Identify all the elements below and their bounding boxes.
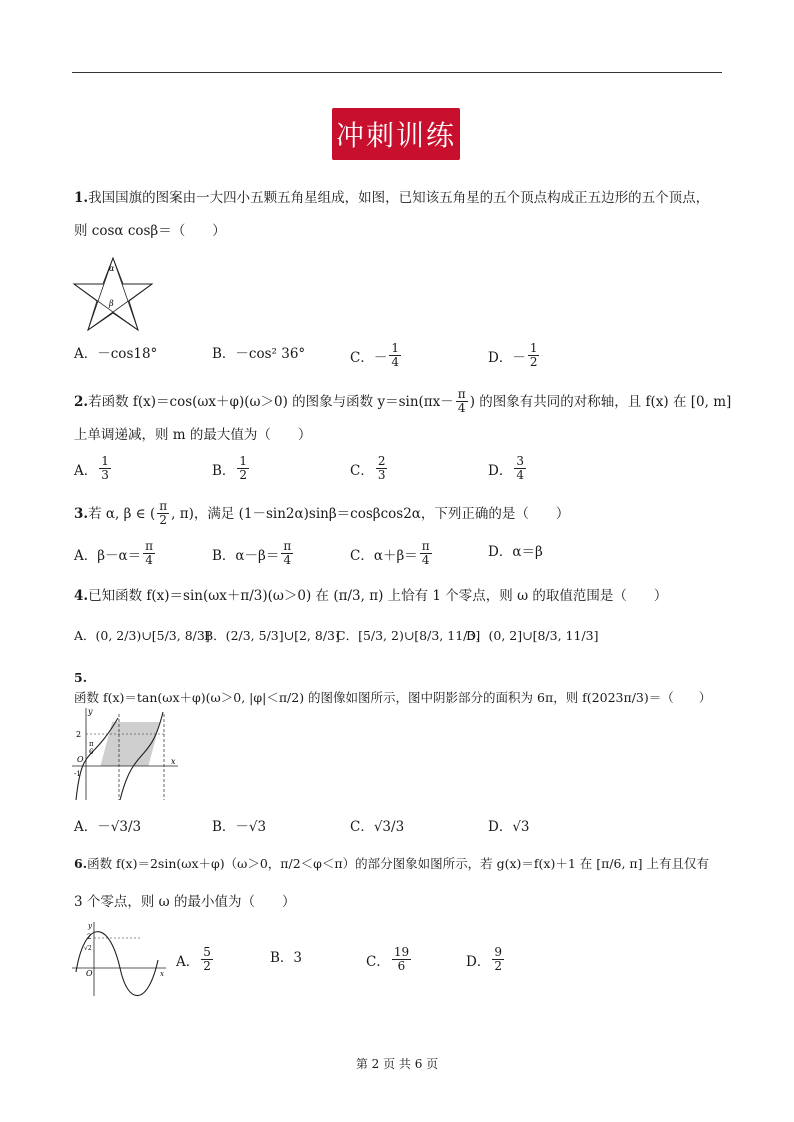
five-point-star-figure	[72, 254, 154, 334]
option-b[interactable]: B．－cos² 36°	[212, 346, 306, 362]
question-2-line2: 上单调递减，则 m 的最大值为（ ）	[74, 427, 312, 443]
option-a[interactable]: A．(0, 2/3)∪[5/3, 8/3]	[74, 628, 210, 643]
option-d[interactable]: D．α＝β	[488, 544, 543, 560]
option-d[interactable]: D．－ $\frac{1}{2}$	[488, 341, 538, 369]
option-d[interactable]: D． $\frac{3}{4}$	[488, 454, 524, 482]
option-c[interactable]: C．[5/3, 2)∪[8/3, 11/3]	[336, 628, 481, 643]
question-text: 则 cosα cosβ＝（ ）	[74, 223, 226, 239]
option-b[interactable]: B．α－β＝ $\frac{\pi}{4}$	[212, 539, 292, 567]
option-b[interactable]: B．－√3	[212, 819, 267, 835]
question-3: 3. 若 α, β ∈ ( $\frac{\pi}{2}$ , π)，满足 (1－sin2α)sinβ＝cosβcos2α，下列正确的是（ ）	[74, 499, 570, 527]
option-c[interactable]: C． $\frac{19}{6}$	[366, 945, 410, 973]
svg-text:O: O	[77, 755, 84, 764]
option-c[interactable]: C．α＋β＝ $\frac{\pi}{4}$	[350, 539, 430, 567]
question-5: 5.函数 f(x)＝tan(ωx＋φ)(ω＞0, |φ|＜π/2) 的图像如图所示，图中阴影部分的面积为 6π，则 f(2023π/3)＝（ ）	[74, 670, 712, 705]
svg-text:6: 6	[89, 748, 94, 756]
question-2: 2. 若函数 f(x)＝cos(ωx＋φ)(ω＞0) 的图象与函数 y＝sin(πx－ $\frac{\pi}{4}$ ) 的图象有共同的对称轴，且 f(x) 在 [0, m]	[74, 387, 732, 415]
svg-text:y: y	[88, 922, 92, 930]
option-a[interactable]: A． $\frac{1}{3}$	[74, 454, 109, 482]
tangent-graph-figure	[70, 704, 180, 802]
section-title-stamp: 冲刺训练	[332, 108, 460, 160]
option-c[interactable]: C． $\frac{2}{3}$	[350, 454, 386, 482]
option-a[interactable]: A．－cos18°	[74, 346, 158, 362]
question-6-line2: 3 个零点，则 ω 的最小值为（ ）	[74, 894, 296, 910]
svg-text:2: 2	[87, 933, 92, 941]
option-d[interactable]: D．√3	[488, 819, 530, 835]
svg-text:O: O	[86, 969, 93, 978]
question-4: 4.已知函数 f(x)＝sin(ωx＋π/3)(ω＞0) 在 (π/3, π) 上恰有 1 个零点，则 ω 的取值范围是（ ）	[74, 588, 668, 604]
option-c[interactable]: C．√3/3	[350, 819, 405, 835]
question-6: 6.函数 f(x)＝2sin(ωx＋φ)（ω＞0，π/2＜φ＜π）的部分图象如图所示，若 g(x)＝f(x)＋1 在 [π/6, π] 上有且仅有	[74, 856, 709, 871]
sine-graph-figure	[70, 920, 168, 998]
svg-text:x: x	[171, 757, 176, 766]
question-text: 我国国旗的图案由一大四小五颗五角星组成，如图，已知该五角星的五个顶点构成正五边形的五个顶点，	[88, 190, 710, 206]
option-c[interactable]: C．－ $\frac{1}{4}$	[350, 341, 399, 369]
option-b[interactable]: B． $\frac{1}{2}$	[212, 454, 248, 482]
option-d[interactable]: D． $\frac{9}{2}$	[466, 945, 502, 973]
svg-text:√2: √2	[84, 945, 92, 952]
question-1-line2	[74, 221, 226, 241]
option-a[interactable]: A．－√3/3	[74, 819, 142, 835]
svg-text:y: y	[88, 707, 93, 716]
option-a[interactable]: A． $\frac{5}{2}$	[176, 945, 211, 973]
question-1	[74, 188, 709, 208]
svg-text:2: 2	[76, 730, 82, 739]
top-rule	[72, 72, 722, 73]
option-b[interactable]: B．3	[270, 950, 303, 966]
question-number: 1.	[74, 190, 89, 206]
page-footer: 第 2 页 共 6 页	[355, 1057, 439, 1071]
alpha-label: α	[109, 264, 115, 273]
option-d[interactable]: D．(0, 2]∪[8/3, 11/3]	[466, 628, 599, 643]
option-b[interactable]: B．(2/3, 5/3]∪[2, 8/3]	[204, 628, 340, 643]
svg-text:π: π	[89, 740, 94, 748]
beta-label: β	[109, 299, 114, 308]
option-a[interactable]: A．β－α＝ $\frac{\pi}{4}$	[74, 539, 154, 567]
svg-text:x: x	[160, 970, 164, 978]
svg-text:-1: -1	[74, 770, 81, 778]
